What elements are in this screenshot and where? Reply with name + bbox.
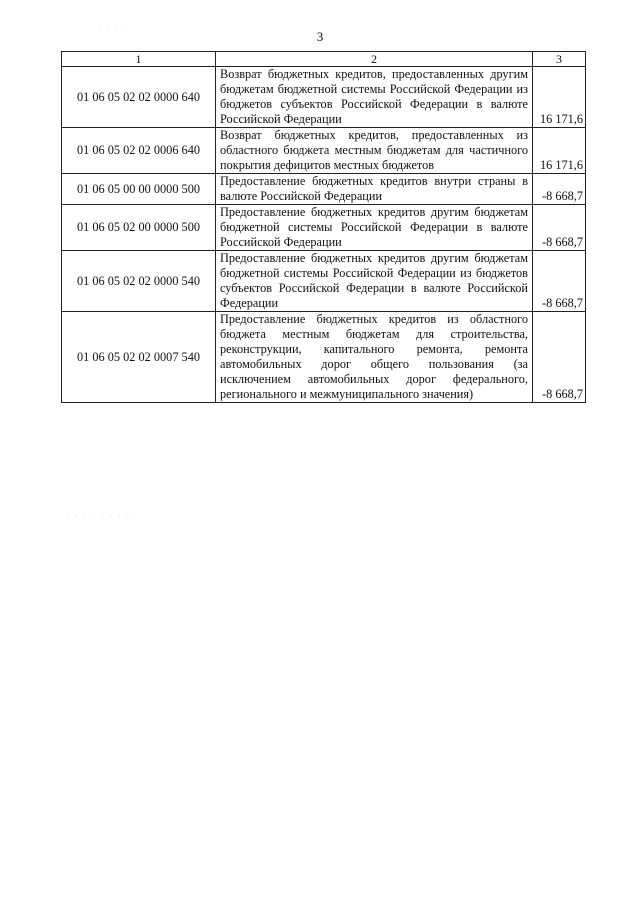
- row-amount: -8 668,7: [533, 251, 586, 312]
- scan-artifact: · · · · · · · ·: [66, 512, 132, 521]
- row-description: Предоставление бюджетных кредитов другим бюджетам бюджетной системы Российской Федерации в валюте Российской Федерации: [216, 205, 533, 251]
- table-row: [62, 128, 586, 174]
- table-row: [62, 251, 586, 312]
- column-header-2: 2: [216, 52, 533, 67]
- row-amount: 16 171,6: [533, 67, 586, 128]
- row-description: Возврат бюджетных кредитов, предоставленных другим бюджетам бюджетной системы Российской Федерации из бюджетов субъектов Российской Федерации в валюте Российской Федерации: [216, 67, 533, 128]
- classification-code: 01 06 05 02 00 0000 500: [62, 205, 216, 251]
- row-description: Предоставление бюджетных кредитов из областного бюджета местным бюджетам для строительства, реконструкции, капитального ремонта, ремонта автомобильных дорог общего пользования (за исключением автомобильных дорог федерального, регионального и межмуниципального значения): [216, 312, 533, 403]
- table-row: [62, 67, 586, 128]
- budget-sources-table: [61, 51, 586, 403]
- column-header-1: 1: [62, 52, 216, 67]
- row-description: Возврат бюджетных кредитов, предоставленных из областного бюджета местным бюджетам для частичного покрытия дефицитов местных бюджетов: [216, 128, 533, 174]
- classification-code: 01 06 05 02 02 0000 540: [62, 251, 216, 312]
- scan-artifact: · · · ·: [98, 22, 129, 31]
- row-amount: -8 668,7: [533, 205, 586, 251]
- table-row: [62, 205, 586, 251]
- table-row: [62, 174, 586, 205]
- page-number: 3: [316, 29, 324, 44]
- classification-code: 01 06 05 02 02 0006 640: [62, 128, 216, 174]
- classification-code: 01 06 05 02 02 0000 640: [62, 67, 216, 128]
- table-row: [62, 312, 586, 403]
- column-header-3: 3: [533, 52, 586, 67]
- row-description: Предоставление бюджетных кредитов другим бюджетам бюджетной системы Российской Федерации из бюджетов субъектов Российской Федерации в валюте Российской Федерации: [216, 251, 533, 312]
- row-amount: -8 668,7: [533, 312, 586, 403]
- classification-code: 01 06 05 00 00 0000 500: [62, 174, 216, 205]
- row-amount: 16 171,6: [533, 128, 586, 174]
- row-amount: -8 668,7: [533, 174, 586, 205]
- table-header-row: [62, 52, 586, 67]
- row-description: Предоставление бюджетных кредитов внутри страны в валюте Российской Федерации: [216, 174, 533, 205]
- classification-code: 01 06 05 02 02 0007 540: [62, 312, 216, 403]
